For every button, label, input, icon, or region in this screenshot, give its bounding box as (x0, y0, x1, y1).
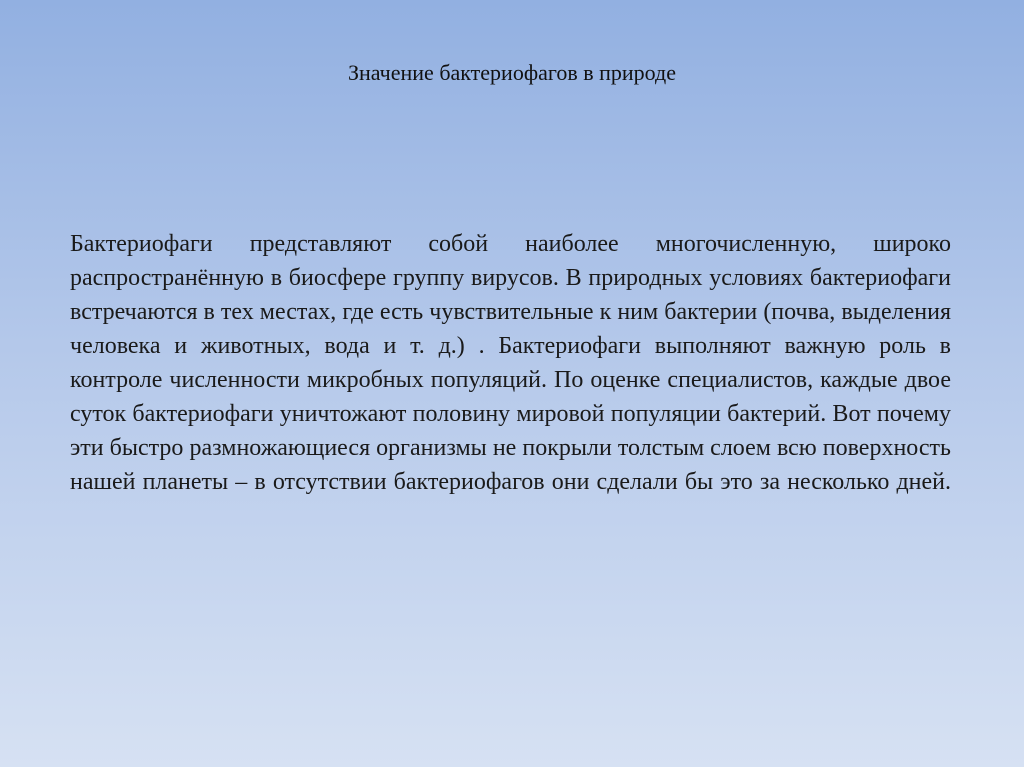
slide-title: Значение бактериофагов в природе (348, 60, 676, 85)
slide-body-text: Бактериофаги представляют собой наиболее многочисленную, широко распространённую в биосфере группу вирусов. В природных условиях бактериофаги встречаются в тех местах, где есть чувствительные к ним бактерии (почва, выделения человека и животных, вода и т. д.) . Бактериофаги выполняют важную роль в контроле численности микробных популяций. По оценке специалистов, каждые двое суток бактериофаги уничтожают половину мировой популяции бактерий. Вот почему эти быстро размножающиеся организмы не покрыли толстым слоем всю поверхность нашей планеты – в отсутствии бактериофагов они сделали бы это за несколько дней. (70, 231, 951, 495)
